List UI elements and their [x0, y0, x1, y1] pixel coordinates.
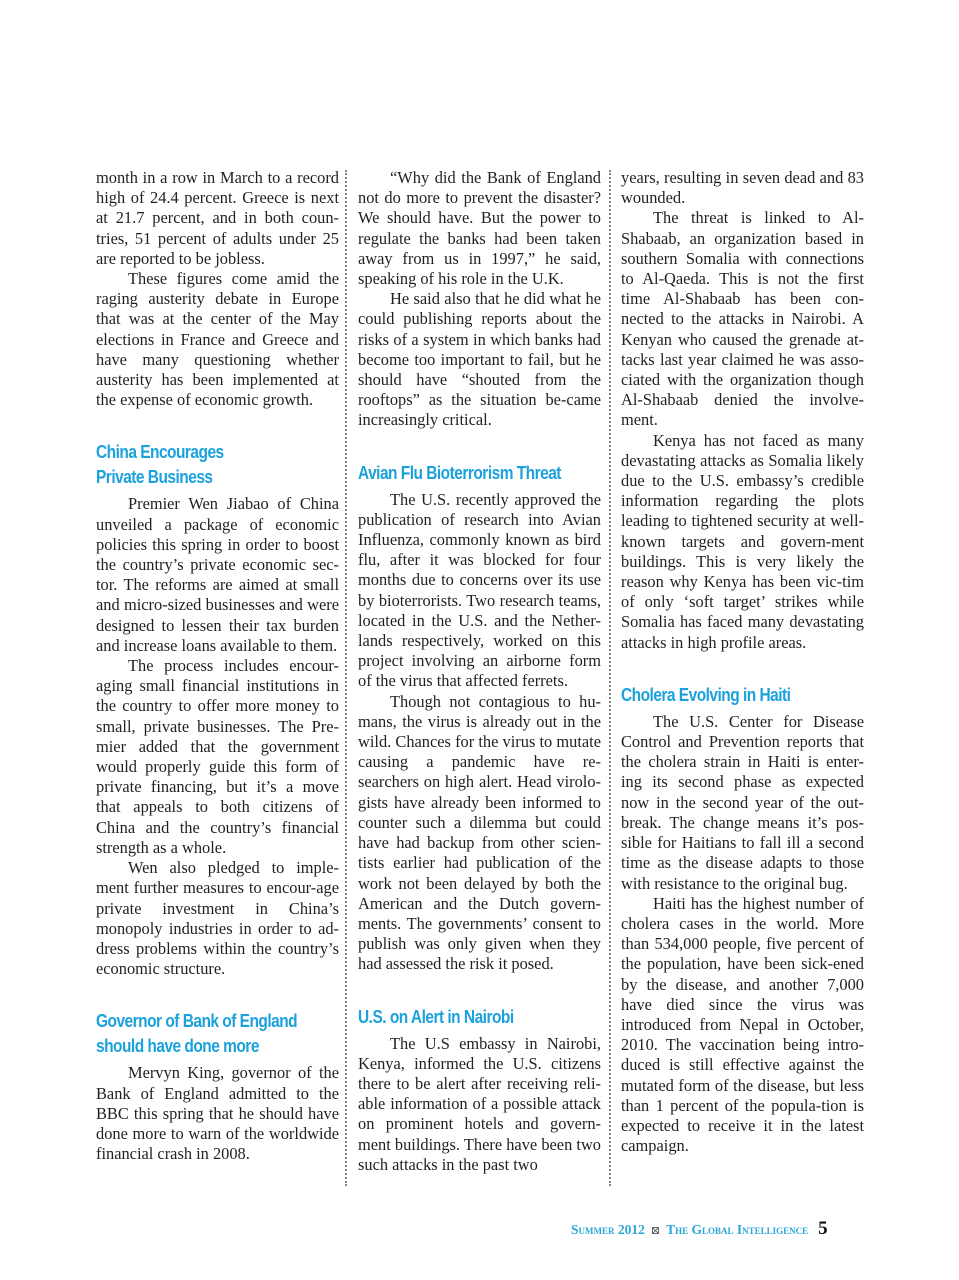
body-paragraph: Mervyn King, governor of the Bank of England admitted to the BBC this spring that he should have done more to warn of the worldwide financial crash in 2008.: [96, 1063, 339, 1164]
page-number: 5: [818, 1218, 828, 1239]
section-heading: [96, 440, 305, 490]
body-paragraph: The threat is linked to Al-Shabaab, an organization based in southern Somalia with connections to Al-Qaeda. This is not the first time Al-Shabaab has been con-nected to the attacks in Nairobi. A Kenyan who caused the grenade at-tacks last year claimed he was asso-ciated with the organization though Al-Shabaab denied the involve-ment.: [621, 208, 864, 430]
footer-publication: The Global Intelligence: [666, 1222, 809, 1237]
body-paragraph: Kenya has not faced as many devastating attacks as Somalia likely due to the U.S. embassy’s credible information regarding the plots leading to tightened security at well-known targets and govern-ment buildings. This is very likely the reason why Kenya has been vic-tim of only ‘soft target’ strikes while Somalia has faced many devastating attacks in high profile areas.: [621, 430, 864, 652]
body-paragraph: The U.S embassy in Nairobi, Kenya, informed the U.S. citizens there to be alert after receiving reli-able information of a possible attack on prominent hotels and govern-ment buildings. There have been two such attacks in the past two: [358, 1033, 601, 1174]
column-3: [621, 168, 864, 1156]
column-2: [358, 168, 601, 1175]
heading-line: China Encourages: [96, 442, 224, 463]
body-paragraph: Haiti has the highest number of cholera cases in the world. More than 534,000 people, five percent of the population, have been sick-ened by the disease, and another 7,000 have died since the virus was introduced from Nepal in October, 2010. The vaccination being intro-duced is still effective against the mutated form of the disease, but less than 1 percent of the popula-tion is expected to receive it in the latest campaign.: [621, 893, 864, 1156]
body-paragraph: “Why did the Bank of England not do more to prevent the disaster? We should have. But the power to regulate the banks had been taken away from us in 1997,” he said, speaking of his role in the U.K.: [358, 168, 601, 289]
body-paragraph: These figures come amid the raging austerity debate in Europe that was at the center of the May elections in France and Greece and have many questioning whether austerity has been implemented at the expense of economic growth.: [96, 269, 339, 410]
footer-separator-icon: ⊠: [650, 1225, 661, 1237]
body-paragraph: The U.S. Center for Disease Control and Prevention reports that the cholera strain in Haiti is enter-ing its second phase as expected now in the second year of the out-break. The change means it’s pos-sible for Haitians to fall ill a second time as the disease adapts to those with resistance to the original bug.: [621, 711, 864, 893]
body-paragraph: Though not contagious to hu-mans, the virus is already out in the wild. Chances for the virus to mutate causing a pandemic have re-searchers on high alert. Head virolo-gists have already been informed to counter such a dilemma but could have had backup from other scien-tists earlier had publication of the work not been delayed by both the American and the Dutch govern-ments. The governments’ consent to publish was only given when they had assessed the risk it posed.: [358, 691, 601, 974]
body-paragraph: The U.S. recently approved the publication of research into Avian Influenza, commonly known as bird flu, after it was blocked for four months due to concerns over its use by bioterrorists. Two research teams, located in the U.S. and the Nether-lands respectively, worked on this project involving an airborne form of the virus that affected ferrets.: [358, 489, 601, 691]
page-footer: [571, 1218, 828, 1240]
footer-issue: Summer 2012: [571, 1222, 645, 1237]
section-heading: [358, 1005, 567, 1030]
section-heading: [358, 461, 567, 486]
column-1: [96, 168, 339, 1164]
column-divider-1: [345, 170, 347, 1186]
body-paragraph: Premier Wen Jiabao of China unveiled a package of economic policies this spring in order to boost the country’s private economic sec-tor. The reforms are aimed at small and micro-sized businesses and were designed to lessen their tax burden and increase loans available to them.: [96, 494, 339, 655]
body-paragraph: years, resulting in seven dead and 83 wounded.: [621, 168, 864, 208]
body-paragraph: Wen also pledged to imple-ment further measures to encour-age private investment in China’s monopoly industries in order to ad-dress problems within the country’s economic structure.: [96, 858, 339, 979]
heading-line: Private Business: [96, 467, 213, 488]
heading-line: should have done more: [96, 1036, 259, 1057]
heading-line: Cholera Evolving in Haiti: [621, 684, 791, 705]
heading-line: Avian Flu Bioterrorism Threat: [358, 462, 561, 483]
section-heading: [621, 683, 830, 708]
body-paragraph: He said also that he did what he could publishing reports about the risks of a system in which banks had become too important to fail, but he should have “shouted from the rooftops” as the situation be-came increasingly critical.: [358, 289, 601, 430]
column-divider-2: [609, 170, 611, 1186]
section-heading: [96, 1009, 305, 1059]
heading-line: U.S. on Alert in Nairobi: [358, 1006, 514, 1027]
body-paragraph: month in a row in March to a record high of 24.4 percent. Greece is next at 21.7 percent, and in both coun-tries, 51 percent of adults under 25 are reported to be jobless.: [96, 168, 339, 268]
body-paragraph: The process includes encour-aging small financial institutions in the country to offer more money to small, private businesses. The Pre-mier added that the government would properly guide this form of private financing, but it’s a move that appeals to both citizens of China and the country’s financial strength as a whole.: [96, 656, 339, 857]
heading-line: Governor of Bank of England: [96, 1011, 298, 1032]
